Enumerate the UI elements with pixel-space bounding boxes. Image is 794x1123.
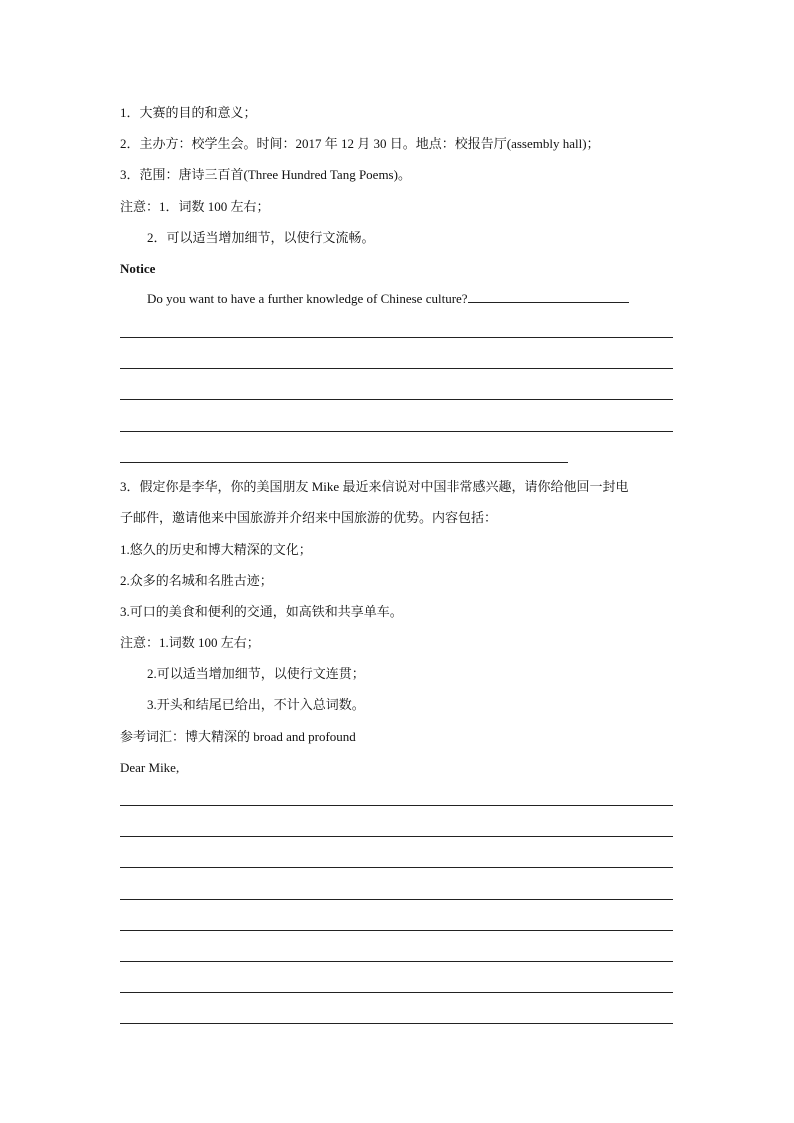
notice-heading: Notice bbox=[120, 261, 156, 276]
content-item-food: 3.可口的美食和便利的交通，如高铁和共享单车。 bbox=[120, 604, 403, 619]
item-purpose: 1．大赛的目的和意义； bbox=[120, 105, 257, 120]
item-scope: 3．范围：唐诗三百首(Three Hundred Tang Poems)。 bbox=[120, 167, 411, 182]
writing-line[interactable] bbox=[120, 431, 673, 432]
salutation: Dear Mike, bbox=[120, 760, 180, 775]
prompt-line-2: 子邮件，邀请他来中国旅游并介绍来中国旅游的优势。内容包括： bbox=[120, 510, 498, 525]
writing-line[interactable] bbox=[120, 1023, 673, 1024]
reference-vocab: 参考词汇：博大精深的 broad and profound bbox=[120, 729, 356, 744]
writing-line[interactable] bbox=[120, 368, 673, 369]
writing-line[interactable] bbox=[120, 961, 673, 962]
note-word-count: 注意：1.词数 100 左右； bbox=[120, 635, 260, 650]
writing-line[interactable] bbox=[120, 805, 673, 806]
writing-line[interactable] bbox=[120, 337, 673, 338]
note-details: 2.可以适当增加细节，以使行文连贯； bbox=[147, 666, 365, 681]
note-word-count: 注意：1．词数 100 左右； bbox=[120, 199, 270, 214]
note-details: 2．可以适当增加细节，以使行文流畅。 bbox=[147, 230, 375, 245]
notice-opening-text: Do you want to have a further knowledge of Chinese culture? bbox=[147, 291, 468, 306]
writing-line[interactable] bbox=[120, 399, 673, 400]
writing-line[interactable] bbox=[120, 867, 673, 868]
content-item-cities: 2.众多的名城和名胜古迹； bbox=[120, 573, 273, 588]
item-organizer: 2．主办方：校学生会。时间：2017 年 12 月 30 日。地点：校报告厅(assembly hall)； bbox=[120, 136, 600, 151]
content-item-history: 1.悠久的历史和博大精深的文化； bbox=[120, 542, 312, 557]
prompt-line-1: 3．假定你是李华，你的美国朋友 Mike 最近来信说对中国非常感兴趣，请你给他回一封电 bbox=[120, 479, 629, 494]
writing-line[interactable] bbox=[120, 899, 673, 900]
writing-line[interactable] bbox=[120, 836, 673, 837]
note-opening-closing: 3.开头和结尾已给出，不计入总词数。 bbox=[147, 697, 365, 712]
writing-line[interactable] bbox=[120, 992, 673, 993]
writing-line[interactable] bbox=[120, 930, 673, 931]
notice-opening-line bbox=[147, 290, 629, 308]
writing-blank[interactable] bbox=[468, 290, 629, 303]
writing-line[interactable] bbox=[120, 462, 568, 463]
